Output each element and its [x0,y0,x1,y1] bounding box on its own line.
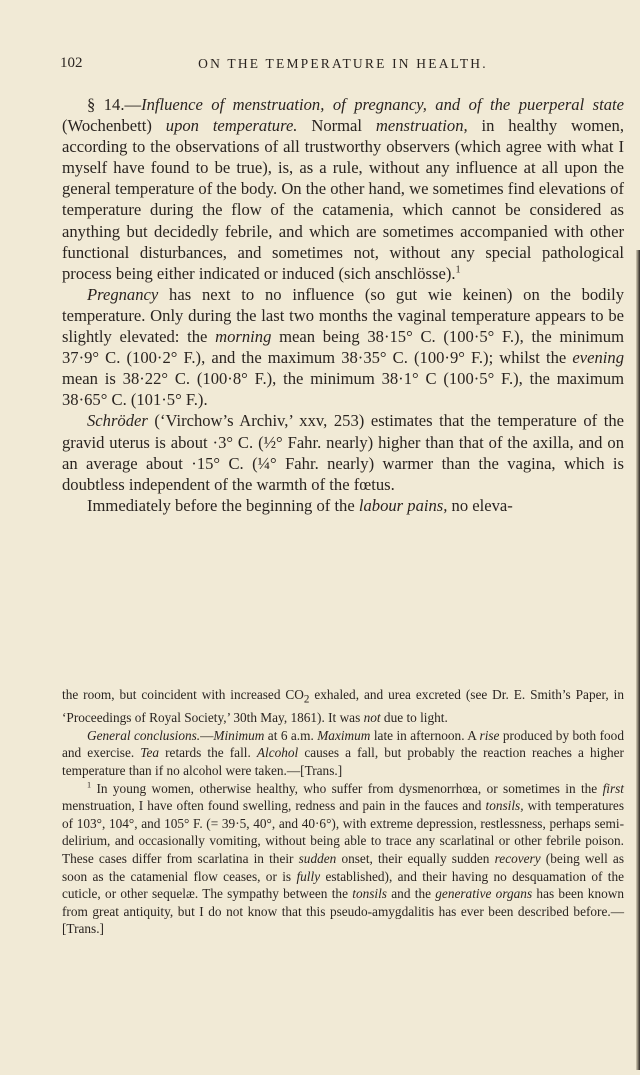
footnote-1: $^1$ In young women, otherwise healthy, who suffer from dysmenorrhœa, or sometimes in the first menstruation, I have often found swelling, redness and pain in the fauces and tonsils, with temperatures of 103°, 104°, and 105° F. (= 39·5, 40°, and 40·6°), with extreme depression, restlessness, perhaps semi-delirium, and occasionally vomiting, without being able to trace any scarlatinal or other febrile poison. These cases differ from scarlatina in their sudden onset, their equally sudden recovery (being well as soon as the catamenial flow ceases, or is fully established), and their having no desquamation of the cuticle, or other sequelæ. The sympathy between the tonsils and the generative organs has been known from great antiquity, but I do not know that this pseudo-amygdalitis has ever been described before.—[Trans.] [62,780,625,937]
section-heading: Influence of menstruation, of pregnancy, and of the puerperal state [141,95,624,114]
paragraph-menstruation: § 14.—Influence of menstruation, of pregnancy, and of the puerperal state (Wochenbett) upon temperature. Normal menstruation, in healthy women, according to the observations of all trustworthy observers (which agree with what I myself have found to be true), is, as a rule, without any influence at all upon the general temperature of the body. On the other hand, we sometimes find elevations of temperature during the flow of the catamenia, which cannot be considered as anything but decidedly febrile, and which are sometimes accompanied with other functional disturbances, and sometimes not, without any special pathological process being either indicated or induced (sich anschlösse).$^1$ [62,95,624,283]
page-number: 102 [60,55,83,71]
page-edge-shadow [636,250,640,1070]
footnote-mark: 1 [87,780,92,790]
paragraph-schroder: Schröder (‘Virchow’s Archiv,’ xxv, 253) estimates that the temperature of the gravid uterus is about ·3° C. (½° Fahr. nearly) higher than that of the axilla, and on an average about ·15° C. (¼° Fahr. nearly) warmer than the vagina, which is doubtless independent of the warmth of the fœtus. [62,411,624,494]
footnote-continued: the room, but coincident with increased $CO_2$ exhaled, and urea excreted (see Dr. E. Smith’s Paper, in ‘Proceedings of Royal Society,’ 30th May, 1861). It was not due to light. [62,687,624,726]
footnote-conclusions: General conclusions.—Minimum at 6 a.m. Maximum late in afternoon. A rise produced by both food and exercise. Tea retards the fall. Alcohol causes a fall, but probably the reaction reaches a higher temperature than if no alcohol were taken.—[Trans.] [62,727,624,779]
footnote-ref: 1 [455,264,461,276]
main-text [62,94,624,516]
running-title: ON THE TEMPERATURE IN HEALTH. [198,56,488,71]
paragraph-labour: Immediately before the beginning of the labour pains, no eleva- [87,495,513,515]
paragraph-pregnancy: Pregnancy has next to no influence (so gut wie keinen) on the bodily temperature. Only during the last two months the vaginal temperature appears to be slightly elevated: the morning mean being 38·15° C. (100·5° F.), the minimum 37·9° C. (100·2° F.), and the maximum 38·35° C. (100·9° F.); whilst the evening mean is 38·22° C. (100·8° F.), the minimum 38·1° C (100·5° F.), the maximum 38·65° C. (101·5° F.). [62,284,624,410]
section-number: § 14.— [87,95,142,114]
footnotes [62,686,624,938]
